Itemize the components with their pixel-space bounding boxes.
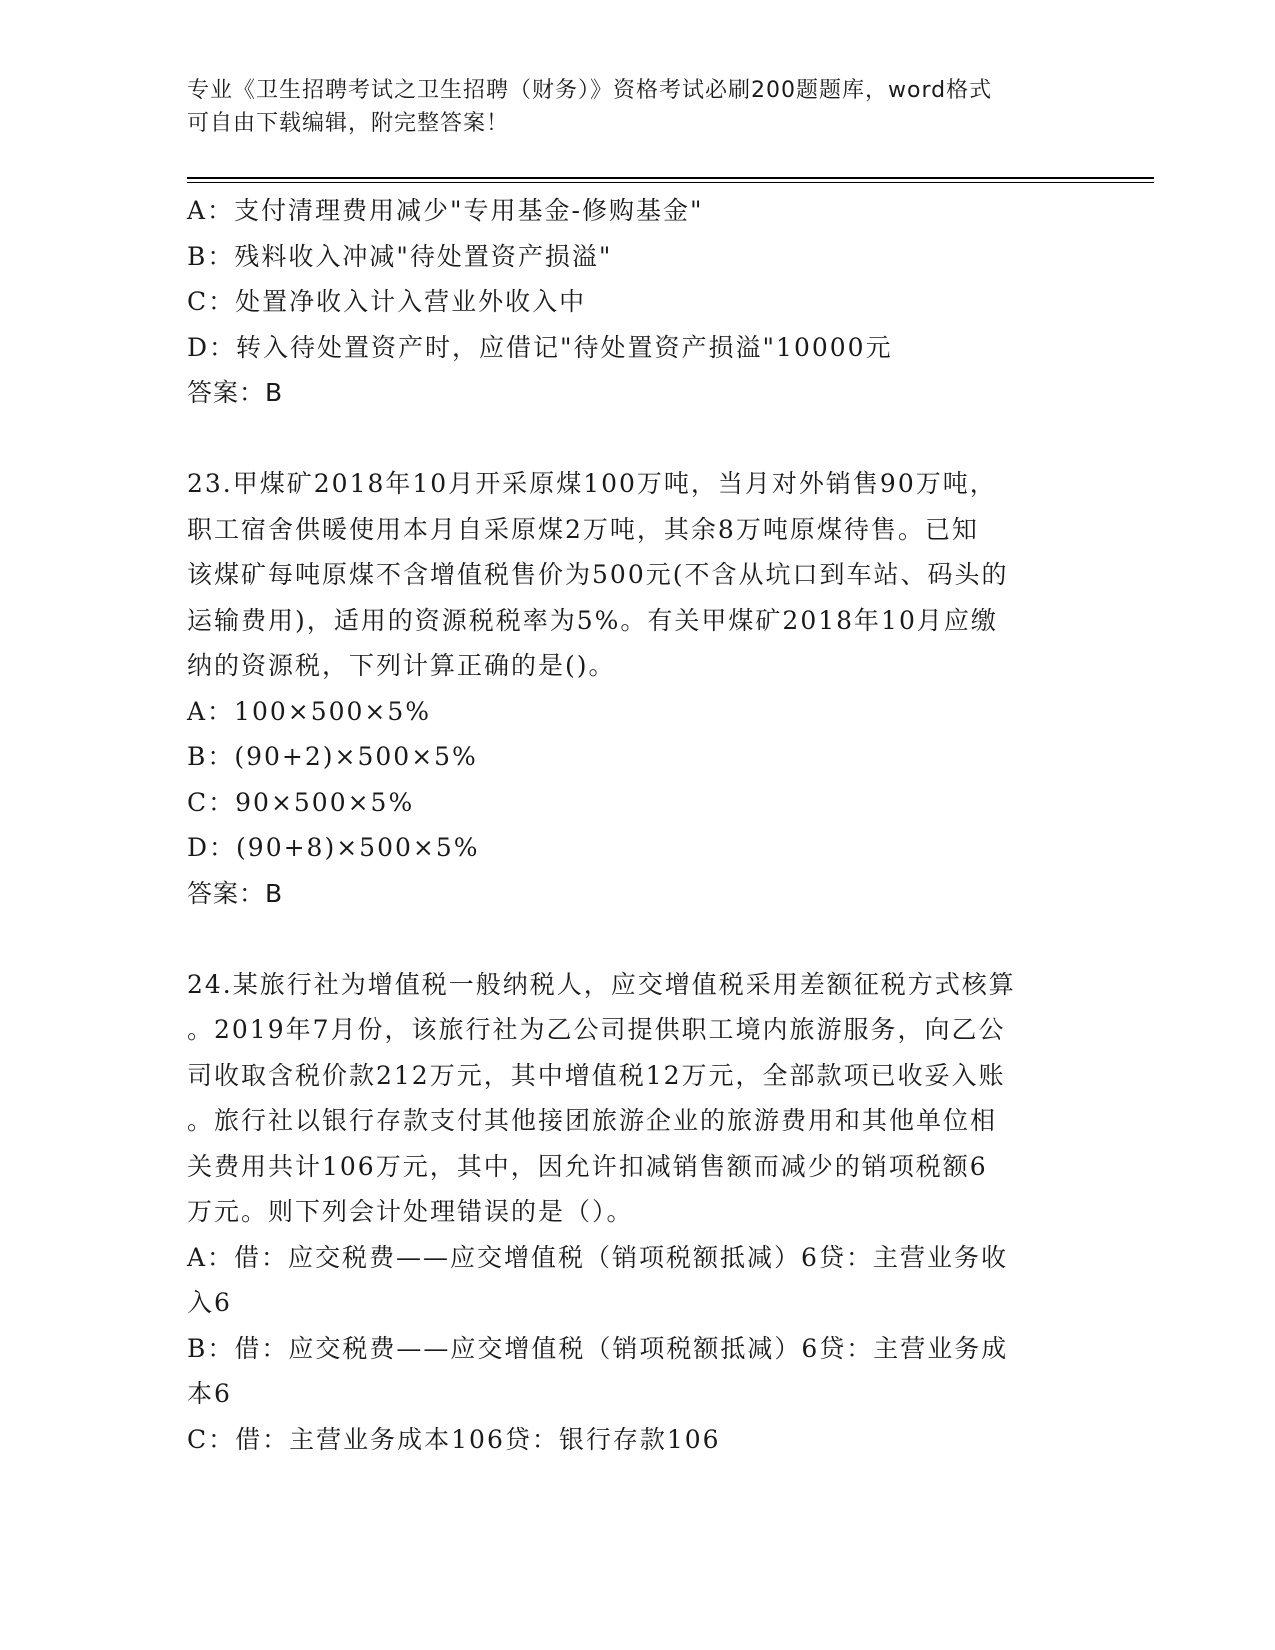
q24-stem-line: 万元。则下列会计处理错误的是（）。 <box>187 1197 634 1226</box>
q24-stem-line: 。2019年7月份，该旅行社为乙公司提供职工境内旅游服务，向乙公 <box>187 1015 1006 1044</box>
header-title-line-1: 专业《卫生招聘考试之卫生招聘（财务）》资格考试必刷200题题库，word格式 <box>187 78 993 103</box>
q22-option-d: D：转入待处置资产时，应借记"待处置资产损溢"10000元 <box>187 332 893 362</box>
document-body <box>187 188 1077 1462</box>
question-24 <box>187 962 1077 1463</box>
q24-option-b: B：借：应交税费——应交增值税（销项税额抵减）6贷：主营业务成 <box>187 1333 1009 1363</box>
header-divider-thin <box>187 182 1154 183</box>
q22-option-c: C：处置净收入计入营业外收入中 <box>187 287 587 316</box>
q23-option-b: B：(90+2)×500×5% <box>187 742 478 771</box>
document-header <box>187 74 1067 140</box>
q24-option-c: C：借：主营业务成本106贷：银行存款106 <box>187 1424 721 1454</box>
q23-stem-line: 纳的资源税，下列计算正确的是()。 <box>187 651 616 680</box>
q23-stem-line: 该煤矿每吨原煤不含增值税售价为500元(不含从坑口到车站、码头的 <box>187 560 1009 589</box>
spacer <box>187 416 1077 462</box>
header-divider-thick <box>187 177 1154 179</box>
header-title-line-2: 可自由下载编辑，附完整答案！ <box>187 111 510 136</box>
q23-answer: 答案：B <box>187 878 284 908</box>
q23-stem-line: 职工宿舍供暖使用本月自采原煤2万吨，其余8万吨原煤待售。已知 <box>187 514 979 544</box>
q22-answer: 答案：B <box>187 378 284 407</box>
q22-option-a: A：支付清理费用减少"专用基金-修购基金" <box>187 196 704 225</box>
q24-option-a-continued: 入6 <box>187 1288 232 1317</box>
q23-stem-line: 23.甲煤矿2018年10月开采原煤100万吨，当月对外销售90万吨， <box>187 469 997 498</box>
question-23 <box>187 461 1077 916</box>
q23-option-a: A：100×500×5% <box>187 696 432 726</box>
q24-option-a: A：借：应交税费——应交增值税（销项税额抵减）6贷：主营业务收 <box>187 1242 1008 1272</box>
q24-stem-line: 司收取含税价款212万元，其中增值税12万元，全部款项已收妥入账 <box>187 1060 1006 1090</box>
q24-stem-line: 。旅行社以银行存款支付其他接团旅游企业的旅游费用和其他单位相 <box>187 1106 998 1135</box>
spacer <box>187 916 1077 962</box>
q24-stem-line: 24.某旅行社为增值税一般纳税人，应交增值税采用差额征税方式核算 <box>187 969 1016 999</box>
q23-option-d: D：(90+8)×500×5% <box>187 833 480 862</box>
q23-stem-line: 运输费用)，适用的资源税税率为5%。有关甲煤矿2018年10月应缴 <box>187 605 998 635</box>
q24-option-b-continued: 本6 <box>187 1379 232 1408</box>
q22-option-b: B：残料收入冲减"待处置资产损溢" <box>187 241 613 271</box>
question-22 <box>187 188 1077 416</box>
q24-stem-line: 关费用共计106万元，其中，因允许扣减销售额而减少的销项税额6 <box>187 1151 988 1181</box>
q23-option-c: C：90×500×5% <box>187 787 415 817</box>
